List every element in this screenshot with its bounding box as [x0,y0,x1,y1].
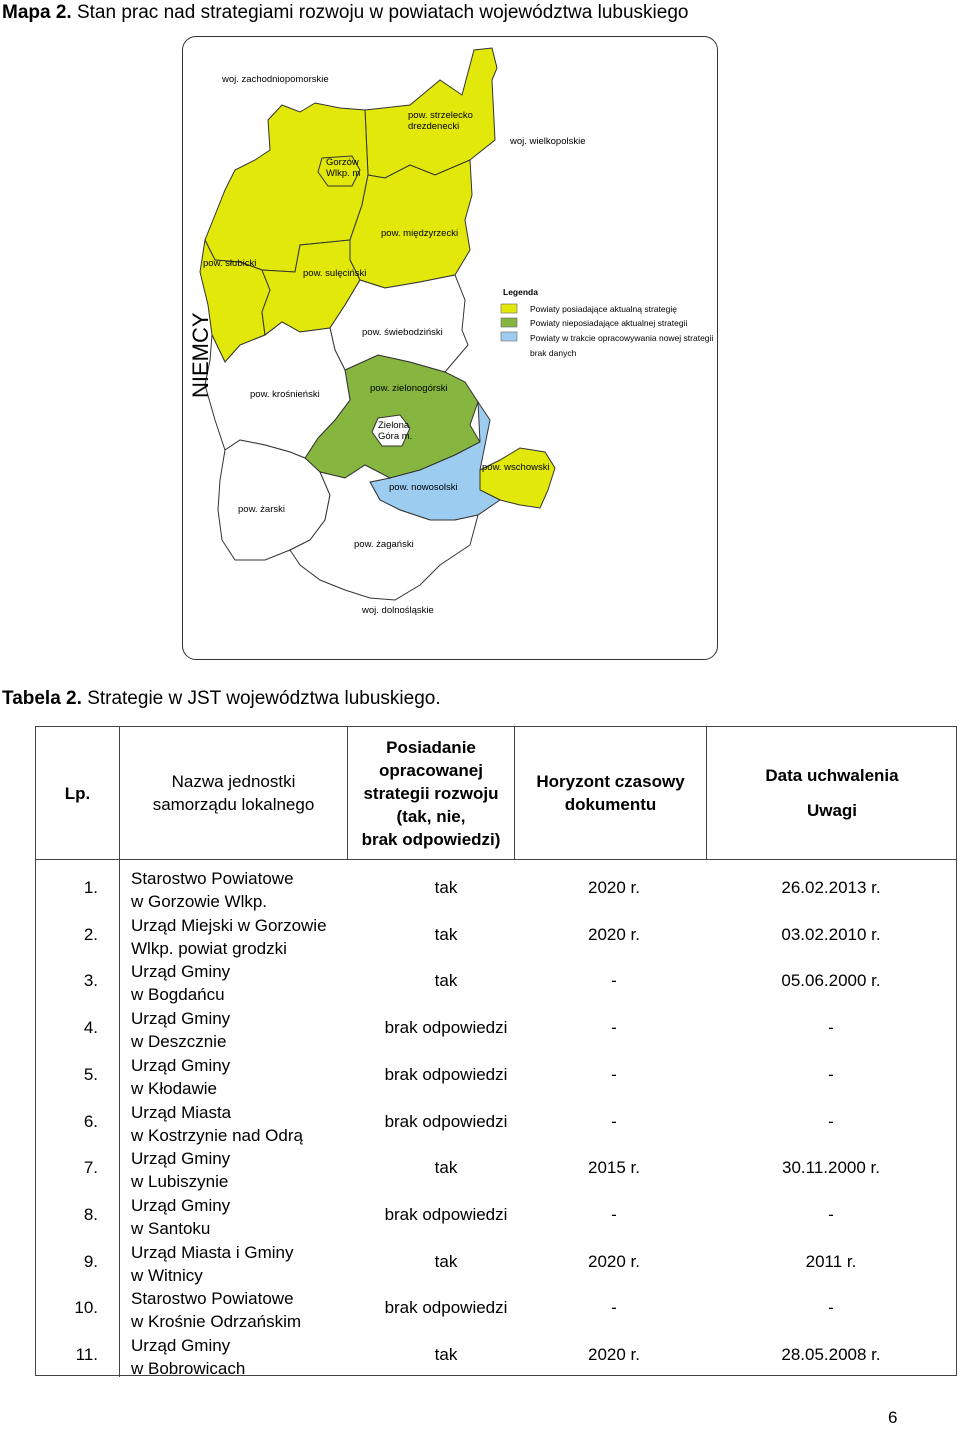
cell-horizon: 2015 r. [588,1158,640,1178]
header-strategy-line: (tak, nie, [396,806,466,826]
cell-name1: Urząd Miasta i Gminy [131,1242,294,1262]
label-east: woj. wielkopolskie [510,136,586,147]
legend-label-no-strategy: Powiaty nieposiadające aktualnej strategii [530,318,688,328]
label-swiebodzinski: pow. świebodziński [362,327,443,338]
cell-name2: w Bobrowicach [131,1359,246,1378]
header-horizon-line: Horyzont czasowy [536,772,685,791]
cell-strategy: tak [434,1251,458,1271]
map-legend [501,287,713,358]
table-row [36,1194,956,1240]
cell-lp: 10. [74,1298,98,1318]
table-row [36,1287,956,1333]
table-title [2,688,441,710]
cell-date: - [828,1298,834,1318]
cell-strategy: tak [434,878,458,897]
map-title-label: Mapa 2. [2,2,72,23]
cell-name1: Urząd Gminy [131,962,231,982]
label-krosnienski: pow. krośnieński [250,389,320,400]
cell-horizon: - [611,1064,617,1084]
label-miedzyrzecki: pow. międzyrzecki [381,228,459,239]
map-title-text: Stan prac nad strategiami rozwoju w powiatach województwa lubuskiego [76,2,689,23]
cell-date: - [828,1018,834,1038]
cell-strategy: brak odpowiedzi [384,1298,508,1318]
header-name-line: samorządu lokalnego [152,795,315,814]
cell-lp: 5. [83,1064,98,1084]
cell-date: 05.06.2000 r. [781,971,881,991]
label-zielonogorski: pow. zielonogórski [370,383,448,394]
legend-swatch-has-strategy [501,304,517,313]
legend-label-in-progress: Powiaty w trakcie opracowywania nowej strategii [530,333,714,343]
cell-name1: Urząd Gminy [131,1149,231,1169]
header-strategy-line: brak odpowiedzi) [361,829,501,849]
cell-name2: Wlkp. powiat grodzki [131,938,287,958]
header-strategy-line: opracowanej [379,760,483,780]
table-title-text: Strategie w JST województwa lubuskiego. [87,688,441,709]
cell-name1: Starostwo Powiatowe [131,869,294,888]
table-row [36,1101,956,1147]
legend-swatch-no-strategy [501,318,517,327]
label-strzelecko: pow. strzelecko drezdenecki [408,110,473,132]
cell-lp: 1. [83,878,98,897]
cell-name1: Urząd Gminy [131,1009,231,1029]
label-north: woj. zachodniopomorskie [222,74,329,85]
header-date [707,727,957,859]
cell-strategy: tak [434,1345,458,1364]
table-row [36,1054,956,1100]
cell-date: - [828,1111,834,1131]
cell-horizon: 2020 r. [588,1345,640,1364]
cell-strategy: brak odpowiedzi [384,1064,508,1084]
cell-lp: 8. [83,1204,98,1224]
label-nowosolski: pow. nowosolski [389,482,458,493]
table-row [36,960,956,1006]
label-slubicki: pow. słubicki [203,258,257,269]
header-strategy-line: strategii rozwoju [363,783,499,803]
cell-horizon: - [611,971,617,991]
label-zielona-gora: Zielona Góra m. [378,420,413,442]
cell-horizon: - [611,1204,617,1224]
cell-name1: Starostwo Powiatowe [131,1289,294,1309]
label-sulecinski: pow. sulęciński [303,268,367,279]
cell-lp: 4. [83,1018,98,1038]
cell-lp: 6. [83,1111,98,1131]
cell-horizon: - [611,1018,617,1038]
cell-name1: Urząd Gminy [131,1195,231,1215]
cell-name2: w Gorzowie Wlkp. [131,892,268,911]
header-name [120,727,347,859]
label-zarski: pow. żarski [238,504,285,515]
table-row [36,867,956,913]
header-remarks-text: Uwagi [806,801,858,820]
legend-swatch-in-progress [501,332,517,341]
cell-name2: w Kłodawie [131,1078,217,1098]
cell-name2: w Witnicy [131,1265,203,1285]
cell-strategy: tak [434,1158,458,1178]
cell-date: 2011 r. [805,1251,857,1271]
legend-title: Legenda [503,287,538,297]
cell-name2: w Krośnie Odrzańskim [131,1312,302,1332]
cell-lp: 2. [83,924,98,944]
cell-date: 28.05.2008 r. [781,1345,881,1364]
cell-name2: w Bogdańcu [131,985,225,1005]
label-wschowski: pow. wschowski [482,462,550,473]
cell-lp: 7. [83,1158,98,1178]
cell-horizon: 2020 r. [588,924,640,944]
header-lp-text: Lp. [64,783,91,803]
cell-lp: 3. [83,971,98,991]
legend-label-no-data: brak danych [530,348,577,358]
legend-label-has-strategy: Powiaty posiadające aktualną strategię [530,304,677,314]
cell-lp: 11. [75,1345,98,1364]
cell-strategy: tak [434,971,458,991]
table-row [36,914,956,960]
cell-strategy: brak odpowiedzi [384,1018,508,1038]
cell-name2: w Lubiszynie [131,1172,229,1192]
table-row [36,1007,956,1053]
cell-name1: Urząd Gminy [131,1055,231,1075]
cell-lp: 9. [83,1251,98,1271]
table-row [36,1147,956,1193]
cell-name1: Urząd Gminy [131,1336,231,1355]
cell-date: - [828,1204,834,1224]
cell-date: 26.02.2013 r. [781,878,881,897]
header-lp [36,727,119,859]
cell-strategy: tak [434,924,458,944]
label-zaganski: pow. żagański [354,539,414,550]
label-west: NIEMCY [188,312,213,398]
cell-strategy: brak odpowiedzi [384,1111,508,1131]
table-row [36,1334,956,1380]
header-horizon [515,727,706,859]
cell-date: 03.02.2010 r. [781,924,881,944]
table-title-label: Tabela 2. [2,688,82,709]
cell-strategy: brak odpowiedzi [384,1204,508,1224]
label-south: woj. dolnośląskie [362,605,434,616]
header-strategy-line: Posiadanie [386,737,476,757]
cell-horizon: - [611,1111,617,1131]
header-strategy [348,727,514,859]
district-map [0,0,960,680]
cell-horizon: 2020 r. [588,878,640,897]
cell-name1: Urząd Miasta [131,1102,232,1122]
cell-name2: w Kostrzynie nad Odrą [131,1125,303,1145]
header-name-line: Nazwa jednostki [171,772,296,791]
cell-name2: w Deszcznie [131,1032,227,1052]
cell-date: - [828,1064,834,1084]
strategies-table [35,726,957,1376]
header-date-text: Data uchwalenia [765,766,899,785]
label-gorzow: Gorzów Wlkp. m [326,157,361,179]
page-number: 6 [888,1408,898,1427]
cell-name2: w Santoku [131,1218,211,1238]
header-divider [36,859,956,860]
table-row [36,1241,956,1287]
cell-horizon: - [611,1298,617,1318]
cell-date: 30.11.2000 r. [782,1158,880,1178]
header-horizon-line: dokumentu [564,795,657,814]
district-miedzyrzecki [350,160,472,288]
cell-horizon: 2020 r. [588,1251,640,1271]
cell-name1: Urząd Miejski w Gorzowie [131,915,327,935]
